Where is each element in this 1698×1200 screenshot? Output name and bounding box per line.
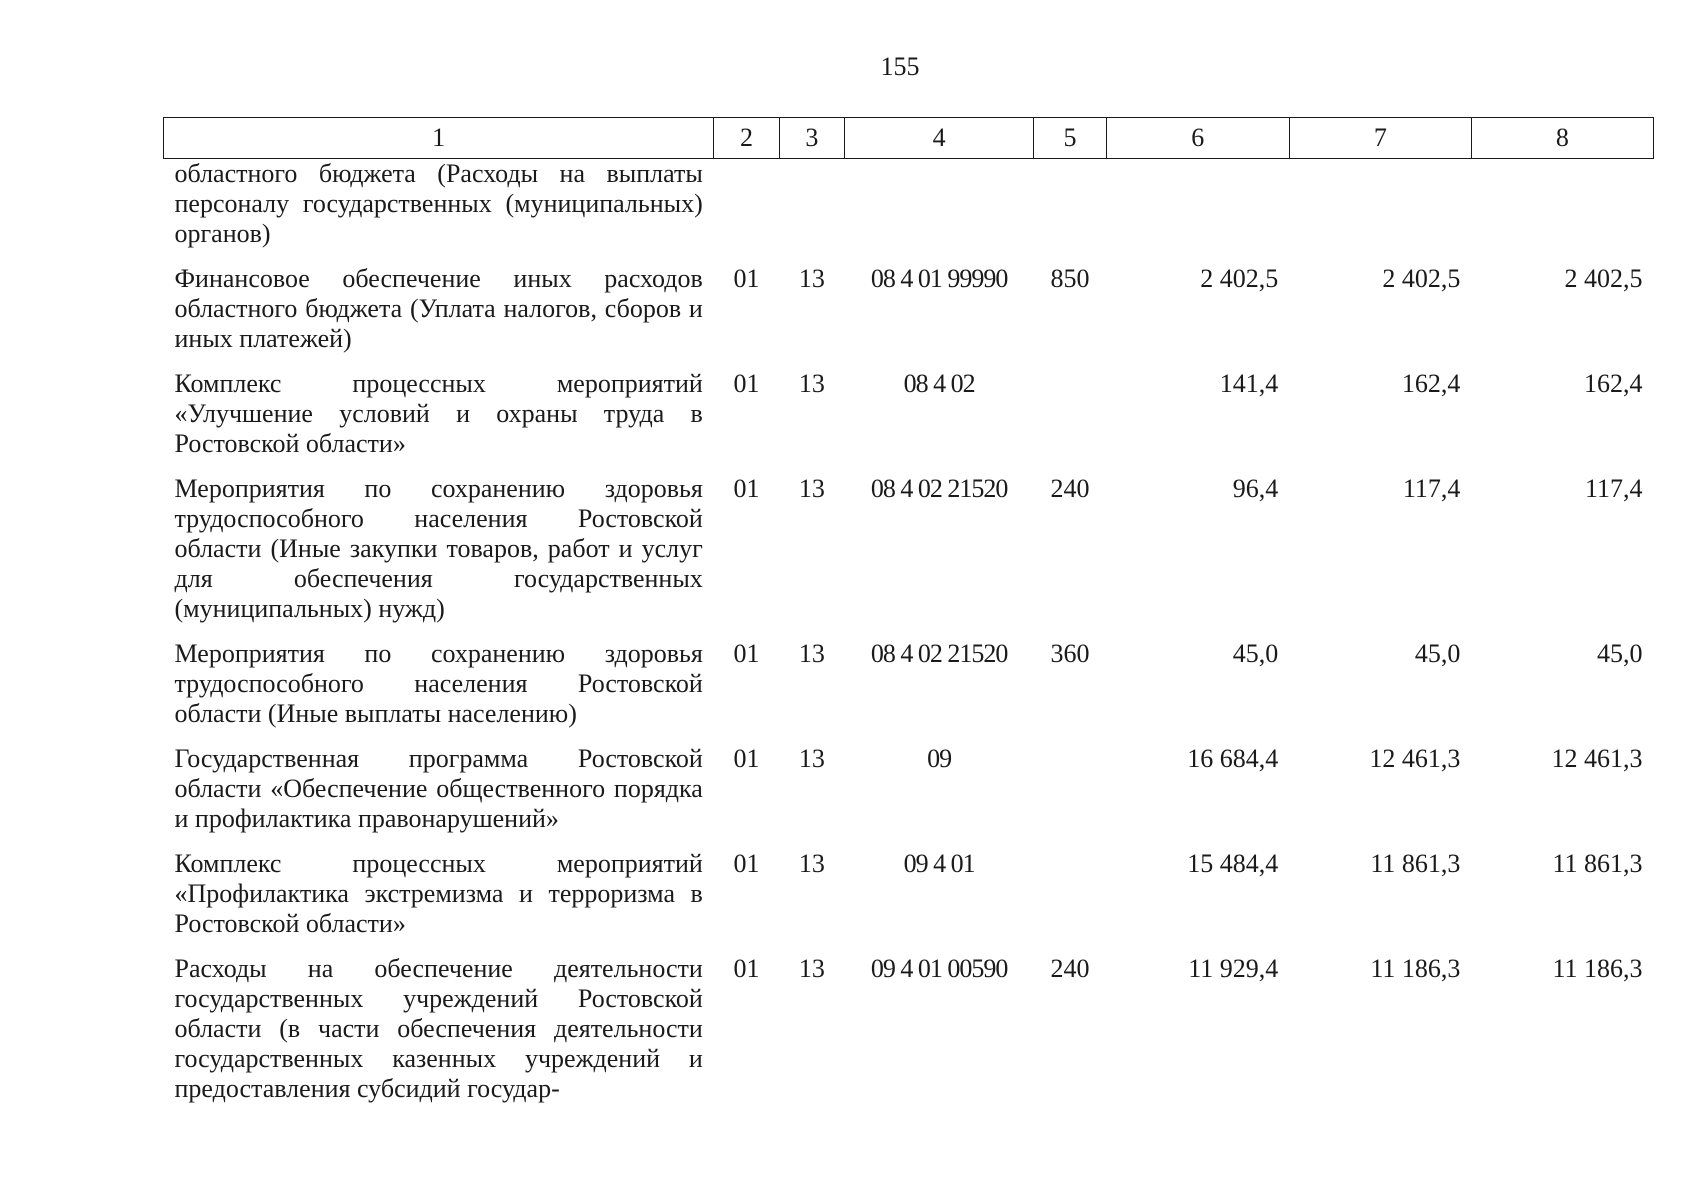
row-value-3: 11 186,3 xyxy=(1552,954,1643,983)
row-target-article: 08 4 02 21520 xyxy=(870,474,1008,503)
row-expense-type: 240 xyxy=(1050,954,1090,983)
row-value-1: 141,4 xyxy=(1219,369,1279,398)
row-subsection: 13 xyxy=(798,369,825,398)
table-row xyxy=(164,474,1654,639)
row-section: 01 xyxy=(733,474,760,503)
row-section: 01 xyxy=(733,369,760,398)
table-header xyxy=(164,118,1654,159)
row-expense-type xyxy=(1034,159,1106,265)
row-target-article: 09 4 01 00590 xyxy=(870,954,1008,983)
row-value-2: 2 402,5 xyxy=(1382,264,1461,293)
row-value-2: 11 186,3 xyxy=(1370,954,1461,983)
row-expense-type xyxy=(1034,744,1106,849)
row-section: 01 xyxy=(733,849,760,878)
row-value-3 xyxy=(1471,159,1653,265)
row-value-1: 11 929,4 xyxy=(1188,954,1279,983)
row-expense-type xyxy=(1034,369,1106,474)
row-expense-type xyxy=(1034,849,1106,954)
row-section: 01 xyxy=(733,264,760,293)
row-value-1: 16 684,4 xyxy=(1187,744,1279,773)
row-value-3: 45,0 xyxy=(1597,639,1643,668)
row-section: 01 xyxy=(733,744,760,773)
row-value-1 xyxy=(1106,159,1289,265)
row-name: Комплекс процессных мероприятий «Улучшение условий и охраны труда в Ростовской области» xyxy=(174,369,703,458)
header-col-7: 7 xyxy=(1289,118,1471,159)
row-subsection: 13 xyxy=(798,474,825,503)
row-target-article: 08 4 02 xyxy=(903,369,975,398)
table-row xyxy=(164,264,1654,369)
row-expense-type: 850 xyxy=(1050,264,1090,293)
row-target-article: 09 4 01 xyxy=(903,849,975,878)
row-section: 01 xyxy=(733,639,760,668)
row-value-3: 162,4 xyxy=(1584,369,1643,398)
row-name: областного бюджета (Расходы на выплаты персоналу государственных (муниципальных) органов) xyxy=(174,159,703,248)
page-number: 155 xyxy=(880,52,920,81)
row-value-1: 2 402,5 xyxy=(1200,264,1279,293)
table-row xyxy=(164,639,1654,744)
row-value-2: 117,4 xyxy=(1402,474,1461,503)
table-body xyxy=(164,159,1654,1120)
table-row xyxy=(164,849,1654,954)
header-col-6: 6 xyxy=(1106,118,1289,159)
row-subsection: 13 xyxy=(798,264,825,293)
header-col-2: 2 xyxy=(714,118,779,159)
row-name: Комплекс процессных мероприятий «Профилактика экстремизма и терроризма в Ростовской области» xyxy=(174,849,703,938)
row-target-article xyxy=(845,159,1034,265)
row-subsection: 13 xyxy=(798,954,825,983)
header-col-3: 3 xyxy=(779,118,844,159)
header-col-1: 1 xyxy=(164,118,714,159)
row-subsection xyxy=(779,159,844,265)
header-col-8: 8 xyxy=(1471,118,1653,159)
row-target-article: 08 4 01 99990 xyxy=(870,264,1008,293)
row-expense-type: 240 xyxy=(1050,474,1090,503)
header-col-5: 5 xyxy=(1034,118,1106,159)
row-value-2: 45,0 xyxy=(1414,639,1461,668)
budget-table xyxy=(163,117,1654,1119)
row-expense-type: 360 xyxy=(1050,639,1090,668)
table-row xyxy=(164,369,1654,474)
table-row xyxy=(164,744,1654,849)
header-row xyxy=(164,118,1654,159)
header-col-4: 4 xyxy=(845,118,1034,159)
row-name: Мероприятия по сохранению здоровья трудоспособного населения Ростовской области (Иные закупки товаров, работ и услуг для обеспечения государственных (муниципальных) нужд) xyxy=(174,474,703,623)
row-subsection: 13 xyxy=(798,744,825,773)
row-name: Мероприятия по сохранению здоровья трудоспособного населения Ростовской области (Иные выплаты населению) xyxy=(174,639,703,728)
row-subsection: 13 xyxy=(798,849,825,878)
row-value-2 xyxy=(1289,159,1471,265)
row-target-article: 08 4 02 21520 xyxy=(870,639,1008,668)
row-value-1: 96,4 xyxy=(1232,474,1279,503)
row-value-3: 2 402,5 xyxy=(1564,264,1643,293)
row-name: Государственная программа Ростовской области «Обеспечение общественного порядка и профилактика правонарушений» xyxy=(174,744,703,833)
row-value-2: 12 461,3 xyxy=(1369,744,1461,773)
row-value-3: 117,4 xyxy=(1584,474,1643,503)
row-value-1: 15 484,4 xyxy=(1187,849,1279,878)
table-row xyxy=(164,954,1654,1119)
row-name: Финансовое обеспечение иных расходов областного бюджета (Уплата налогов, сборов и иных платежей) xyxy=(174,264,703,353)
row-subsection: 13 xyxy=(798,639,825,668)
row-section: 01 xyxy=(733,954,760,983)
row-name: Расходы на обеспечение деятельности государственных учреждений Ростовской области (в части обеспечения деятельности государственных казенных учреждений и предоставления субсидий государ- xyxy=(174,954,703,1103)
table-row xyxy=(164,159,1654,265)
row-value-3: 11 861,3 xyxy=(1552,849,1643,878)
row-value-3: 12 461,3 xyxy=(1551,744,1643,773)
row-target-article: 09 xyxy=(927,744,952,773)
row-value-2: 11 861,3 xyxy=(1370,849,1461,878)
row-value-2: 162,4 xyxy=(1401,369,1461,398)
row-value-1: 45,0 xyxy=(1232,639,1279,668)
row-section xyxy=(714,159,779,265)
